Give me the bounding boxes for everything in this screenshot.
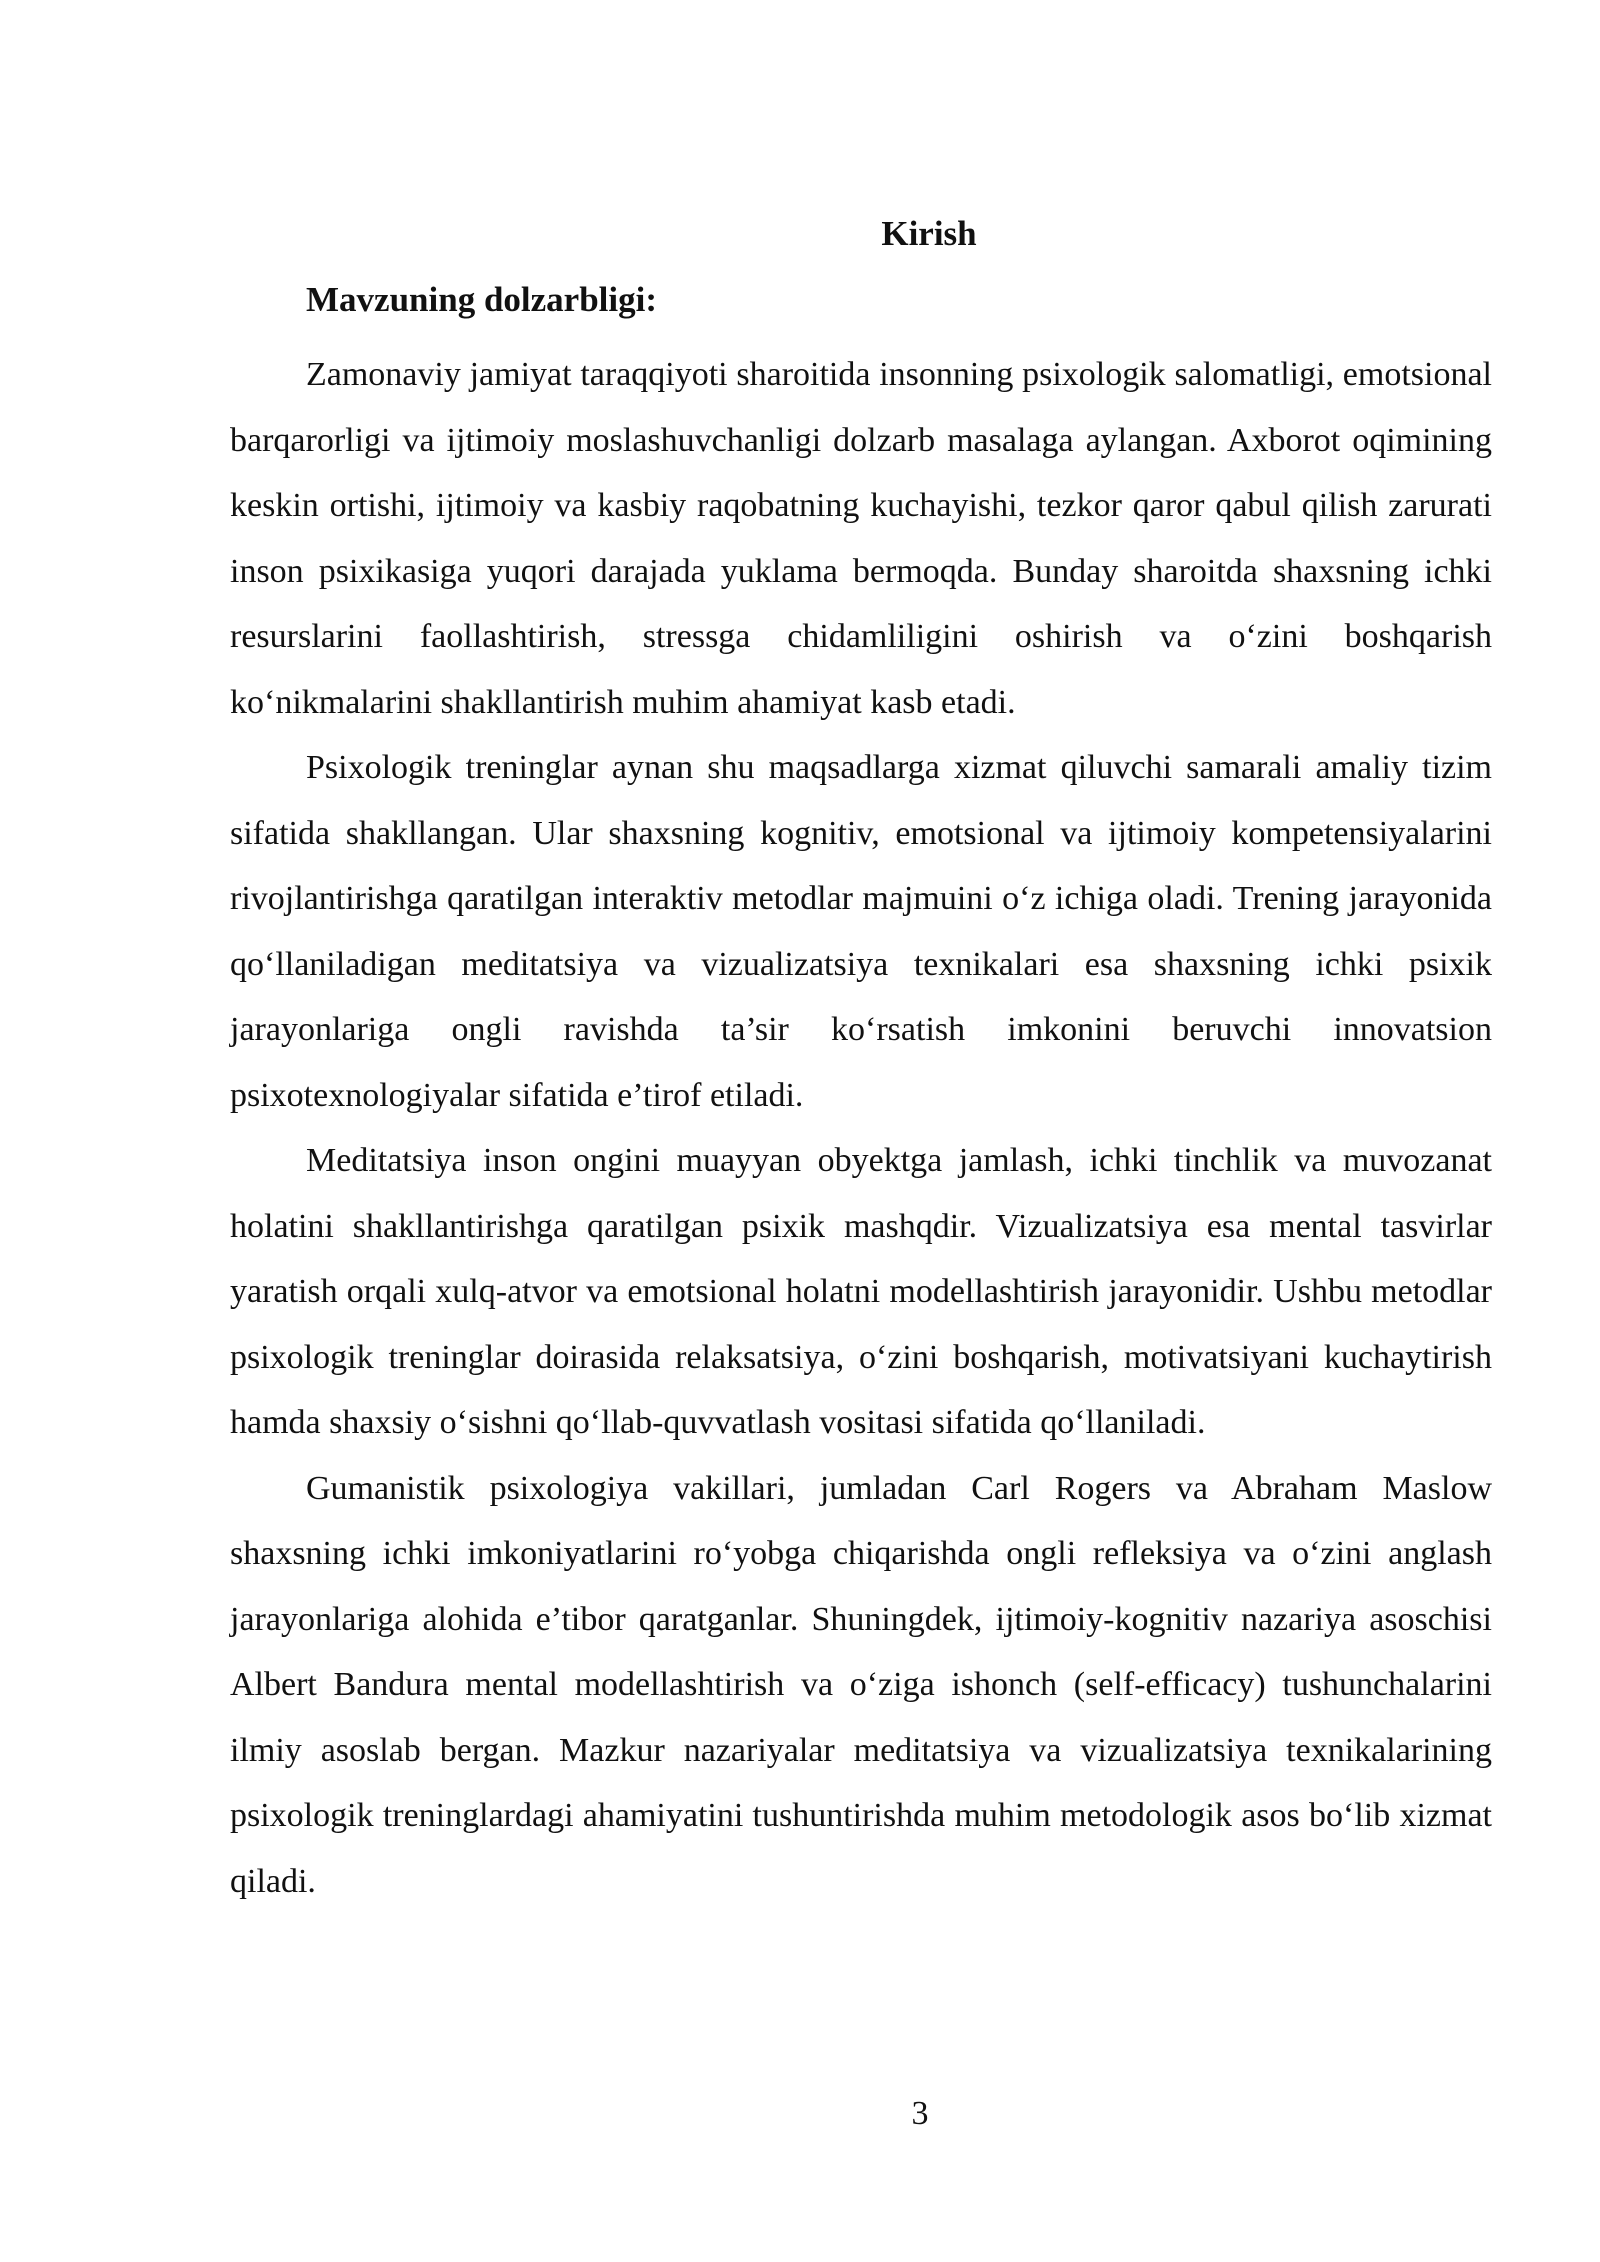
paragraph-1: Zamonaviy jamiyat taraqqiyoti sharoitida insonning psixologik salomatligi, emotsional barqarorligi va ijtimoiy moslashuvchanligi dolzarb masalaga aylangan. Axborot oqimining keskin ortishi, ijtimoiy va kasbiy raqobatning kuchayishi, tezkor qaror qabul qilish zarurati inson psixikasiga yuqori darajada yuklama bermoqda. Bunday sharoitda shaxsning ichki resurslarini faollashtirish, stressga chidamliligini oshirish va o‘zini boshqarish ko‘nikmalarini shakllantirish muhim ahamiyat kasb etadi. xyxy=(230,356,1492,721)
page-title: Kirish xyxy=(881,214,977,253)
section-heading: Mavzuning dolzarbligi: xyxy=(306,280,657,319)
paragraph-2: Psixologik treninglar aynan shu maqsadlarga xizmat qiluvchi samarali amaliy tizim sifatida shakllangan. Ular shaxsning kognitiv, emotsional va ijtimoiy kompetensiyalarini rivojlantirishga qaratilgan interaktiv metodlar majmuini o‘z ichiga oladi. Trening jarayonida qo‘llaniladigan meditatsiya va vizualizatsiya texnikalari esa shaxsning ichki psixik jarayonlariga ongli ravishda ta’sir ko‘rsatish imkonini beruvchi innovatsion psixotexnologiyalar sifatida e’tirof etiladi. xyxy=(230,749,1492,1114)
paragraph-3: Meditatsiya inson ongini muayyan obyektga jamlash, ichki tinchlik va muvozanat holatini shakllantirishga qaratilgan psixik mashqdir. Vizualizatsiya esa mental tasvirlar yaratish orqali xulq-atvor va emotsional holatni modellashtirish jarayonidir. Ushbu metodlar psixologik treninglar doirasida relaksatsiya, o‘zini boshqarish, motivatsiyani kuchaytirish hamda shaxsiy o‘sishni qo‘llab-quvvatlash vositasi sifatida qo‘llaniladi. xyxy=(230,1142,1492,1441)
paragraph-4: Gumanistik psixologiya vakillari, jumladan Carl Rogers va Abraham Maslow shaxsning ichki imkoniyatlarini ro‘yobga chiqarishda ongli refleksiya va o‘zini anglash jarayonlariga alohida e’tibor qaratganlar. Shuningdek, ijtimoiy-kognitiv nazariya asoschisi Albert Bandura mental modellashtirish va o‘ziga ishonch (self-efficacy) tushunchalarini ilmiy asoslab bergan. Mazkur nazariyalar meditatsiya va vizualizatsiya texnikalarining psixologik treninglardagi ahamiyatini tushuntirishda muhim metodologik asos bo‘lib xizmat qiladi. xyxy=(230,1469,1492,1900)
page-number: 3 xyxy=(911,2095,929,2132)
page-content xyxy=(230,212,1492,1914)
